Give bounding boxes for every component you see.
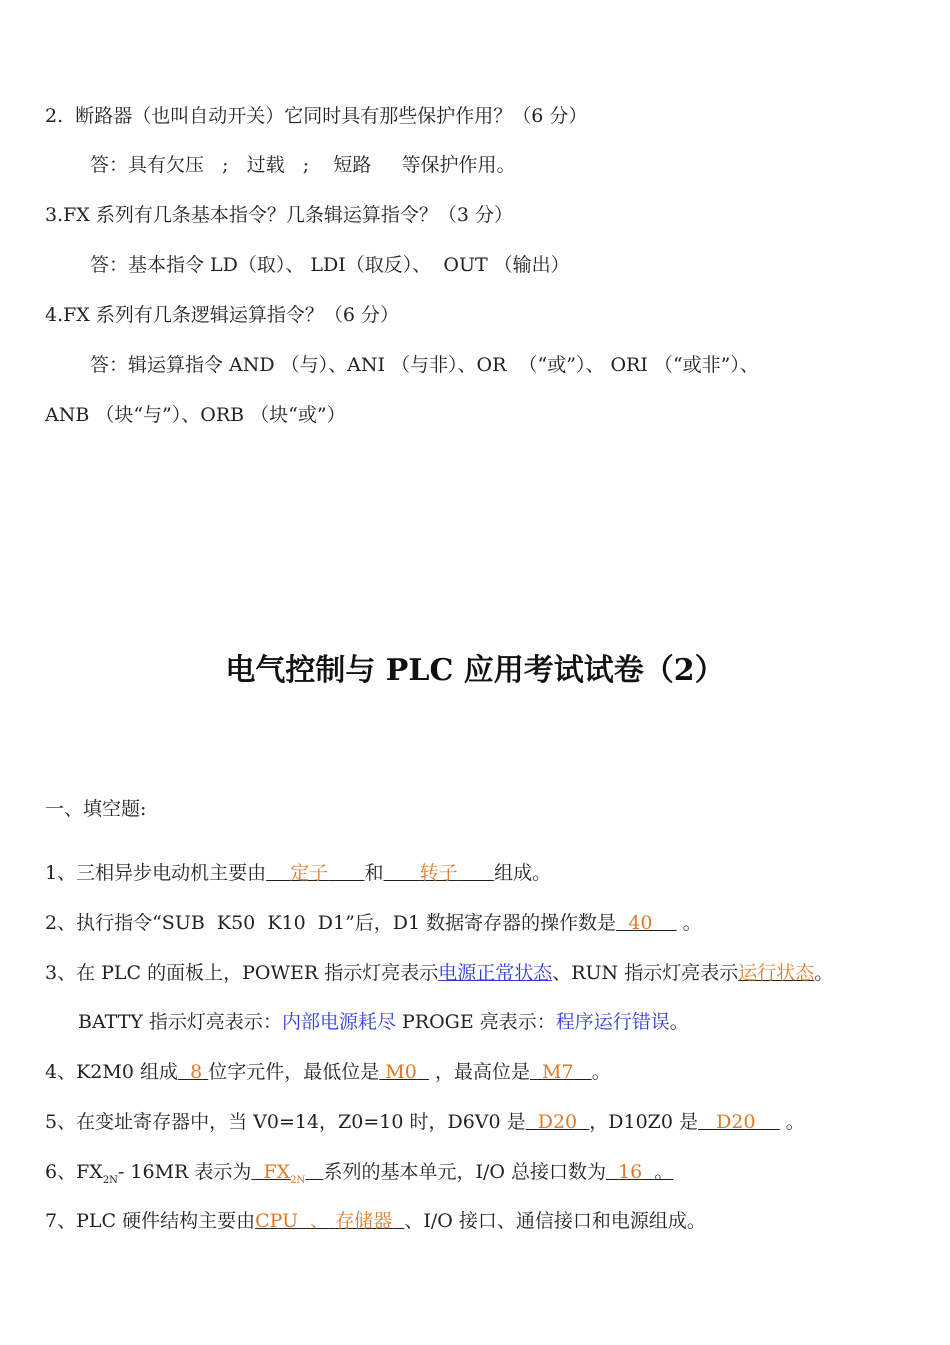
fill-q3l2-answer-2: 程序运行错误 — [555, 1011, 670, 1033]
fill-q5-answer-1: D20 — [537, 1111, 578, 1133]
fill-q6-text2: - 16MR 表示为 — [117, 1161, 252, 1183]
question-4: 4.FX 系列有几条逻辑运算指令？（6 分） — [45, 304, 400, 326]
fill-q6-answer-1: $FX_{2N}$ — [263, 1161, 306, 1186]
fill-q4-mid: 位字元件，最低位是 — [208, 1061, 380, 1083]
fill-q7-answer-1: CPU — [255, 1210, 299, 1232]
answer-2: 答：具有欠压 ; 过载 ; 短路 等保护作用。 — [90, 154, 516, 176]
fill-question-2 — [45, 887, 702, 935]
fill-q3-mid: 、RUN 指示灯亮表示 — [552, 962, 739, 984]
fill-q7-sep: 、 — [310, 1210, 330, 1232]
fill-q4-mid2: ，最高位是 — [428, 1061, 530, 1083]
fill-q6-end: 。 — [654, 1161, 674, 1183]
fill-q4-answer-3: M7 — [542, 1061, 574, 1083]
fill-q5-text: 5、在变址寄存器中，当 V0=14，Z0=10 时，D6V0 是 — [45, 1111, 526, 1133]
fill-q5-end: 。 — [779, 1111, 805, 1133]
answer-4-line2: ANB （块“与”）、ORB （块“或”） — [45, 404, 346, 426]
fill-q1-and: 和 — [364, 862, 384, 884]
answer-3: 答：基本指令 LD（取）、 LDI（取反）、 OUT （输出） — [90, 254, 570, 276]
fill-q5-mid: ，D10Z0 是 — [589, 1111, 698, 1133]
exam-title: 电气控制与 PLC 应用考试试卷（2） — [225, 653, 725, 688]
fill-q4-answer-1: 8 — [190, 1061, 203, 1083]
fill-q6-mid: 系列的基本单元，I/O 总接口数为 — [323, 1161, 606, 1183]
fill-q2-end: 。 — [676, 912, 702, 934]
fill-q1-answer-1: 定子 — [290, 862, 329, 884]
fill-question-4 — [45, 1036, 611, 1084]
fill-question-7 — [45, 1185, 706, 1233]
section-heading: 一、填空题: — [45, 798, 147, 820]
fill-q3l2-text: BATTY 指示灯亮表示： — [78, 1011, 282, 1033]
fill-q1-answer-2: 转子 — [419, 862, 458, 884]
fill-q1-end: 组成。 — [494, 862, 552, 884]
fill-q5-answer-2: D20 — [716, 1111, 756, 1133]
fill-q1-text: 1、三相异步电动机主要由 — [45, 862, 267, 884]
fill-q3l2-end: 。 — [669, 1011, 689, 1033]
answer-4-line1: 答：辑运算指令 AND （与）、ANI （与非）、OR （“或”）、 ORI （“或非”）、 — [90, 354, 759, 376]
fill-q2-text: 2、执行指令“SUB K50 K10 D1”后，D1 数据寄存器的操作数是 — [45, 912, 617, 934]
fill-q3-answer-2: 运行状态 — [738, 962, 815, 984]
fill-q3-end: 。 — [814, 962, 834, 984]
fill-q2-answer: 40 — [628, 912, 653, 934]
fill-q4-end: 。 — [591, 1061, 611, 1083]
fill-q7-answer-2: 存储器 — [335, 1210, 393, 1232]
question-2: 2. 断路器（也叫自动开关）它同时具有那些保护作用？（6 分） — [45, 105, 588, 127]
fill-question-5 — [45, 1086, 805, 1134]
question-3: 3.FX 系列有几条基本指令？几条辑运算指令？（3 分） — [45, 204, 514, 226]
fill-q3l2-mid: PROGE 亮表示： — [395, 1011, 556, 1033]
fill-q7-end: 、I/O 接口、通信接口和电源组成。 — [404, 1210, 706, 1232]
fill-q7-text: 7、PLC 硬件结构主要由 — [45, 1210, 256, 1232]
fill-question-3 — [45, 937, 833, 985]
fill-q6-text: 6、FX — [45, 1161, 103, 1183]
fill-q4-text: 4、K2M0 组成 — [45, 1061, 178, 1083]
fill-q4-answer-2: M0 — [385, 1061, 417, 1083]
fill-q3l2-answer-1: 内部电源耗尽 — [281, 1011, 396, 1033]
fill-q6-answer-2: 16 — [618, 1161, 643, 1183]
fill-q3-text: 3、在 PLC 的面板上，POWER 指示灯亮表示 — [45, 962, 439, 984]
fill-q3-answer-1: 电源正常状态 — [438, 962, 553, 984]
fill-q6-sub: 2N — [102, 1174, 118, 1186]
fill-question-1 — [45, 837, 551, 885]
fill-question-3-line2 — [78, 986, 689, 1034]
